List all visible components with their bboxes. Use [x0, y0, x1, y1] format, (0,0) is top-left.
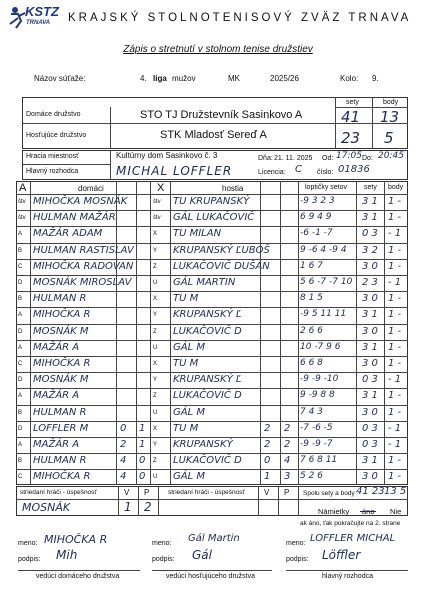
- match-home-player: MOSNÁK M: [33, 374, 89, 386]
- league-no: 4.: [140, 74, 147, 83]
- match-points: - 1: [388, 277, 402, 288]
- to-label: Do:: [362, 155, 373, 162]
- match-home-player: MAŽÁR A: [33, 390, 80, 402]
- match-guest-code: Y: [153, 377, 158, 384]
- match-sets: 3 0: [362, 260, 378, 272]
- guest-leader-name: Gál Martin: [188, 533, 240, 544]
- match-guest-p: 2: [284, 422, 291, 434]
- match-guest-code: Z: [153, 328, 157, 335]
- guest-team-name: STK Mladosť Sereď A: [160, 129, 267, 141]
- match-balls: 9 -6 4 -9 4: [300, 244, 347, 255]
- round-value: 9.: [372, 74, 379, 83]
- head-x: X: [157, 182, 165, 194]
- match-code: A: [18, 231, 23, 238]
- match-guest-code: Y: [153, 312, 158, 319]
- match-home-player: HULMAN R: [33, 406, 87, 418]
- match-home-player: MOSNÁK MIROSLAV: [33, 277, 132, 288]
- home-signature: Mih: [56, 548, 78, 562]
- match-guest-v: 0: [264, 455, 271, 467]
- match-guest-player: GÁL MARTIN: [173, 277, 236, 288]
- ref-name-label: meno:: [286, 540, 306, 547]
- match-guest-code: U: [153, 409, 158, 416]
- match-code: D: [18, 280, 23, 286]
- match-sets: 0 3: [362, 422, 378, 434]
- match-sets: 0 3: [362, 228, 378, 240]
- match-balls: 6 6 8: [300, 358, 323, 368]
- match-code: štv: [18, 215, 26, 222]
- match-guest-player: TU MILAN: [173, 228, 222, 240]
- match-code: A: [18, 344, 23, 351]
- match-code: A: [18, 442, 23, 448]
- match-home-player: MAŽÁR ADAM: [33, 228, 103, 240]
- match-guest-code: štv: [153, 199, 161, 205]
- home-sign-label: podpis:: [18, 556, 41, 563]
- ref-sign-label: podpis:: [286, 556, 309, 563]
- head-sets: sety: [364, 184, 377, 191]
- notes-yes-strike: [360, 511, 376, 512]
- match-balls: 1 6 7: [300, 260, 323, 271]
- match-balls: 8 1 5: [300, 293, 323, 304]
- match-home-player: MIHOČKA R: [33, 309, 91, 321]
- match-points: 1 -: [388, 471, 402, 483]
- total-sets: 41 23: [356, 486, 385, 497]
- match-home-player: HULMAN R: [33, 455, 87, 467]
- match-guest-code: U: [153, 344, 158, 351]
- match-guest-player: LUKAČOVIČ D: [173, 390, 242, 402]
- match-guest-player: LUKAČOVIČ D: [173, 325, 242, 337]
- match-sets: 3 1: [362, 390, 378, 402]
- ref-signature: Löffler: [322, 548, 361, 562]
- match-sets: 3 1: [362, 196, 378, 207]
- match-balls: -6 -1 -7: [300, 228, 333, 239]
- match-balls: 5 2 6: [300, 471, 323, 482]
- match-guest-player: TU KRUPANSKÝ: [173, 196, 250, 207]
- match-guest-code: X: [153, 361, 158, 367]
- match-balls: 10 -7 9 6: [300, 341, 341, 352]
- match-guest-code: Z: [153, 263, 157, 270]
- from-value: 17:05: [336, 151, 362, 161]
- guest-signature: Gál: [192, 548, 212, 562]
- home-sets: 41: [341, 108, 361, 126]
- match-home-p: 1: [139, 422, 146, 434]
- match-home-v: 4: [120, 455, 127, 467]
- match-guest-player: LUKAČOVIČ DUŠAN: [173, 260, 270, 272]
- match-guest-code: U: [153, 280, 158, 286]
- region: MK: [228, 74, 240, 83]
- match-sets: 3 1: [362, 309, 378, 321]
- match-points: 1 -: [388, 196, 402, 207]
- match-code: D: [18, 328, 23, 335]
- home-subs-p: P: [144, 488, 150, 497]
- match-guest-p: 4: [284, 455, 291, 467]
- notes-label: Námietky: [318, 507, 350, 516]
- match-points: - 1: [388, 439, 402, 450]
- match-points: - 1: [388, 228, 402, 240]
- match-home-player: MIHOČKA MOSNÁK: [33, 196, 128, 207]
- home-subs-label: striedaní hráči - úspešnosť: [20, 489, 97, 496]
- match-guest-player: GÁL M: [173, 341, 205, 353]
- match-guest-p: 3: [284, 471, 291, 483]
- total-points: 13 5: [384, 486, 407, 497]
- match-guest-player: GÁL M: [173, 471, 205, 483]
- match-home-p: 0: [139, 455, 146, 467]
- home-sub-v: 1: [124, 500, 132, 514]
- match-guest-code: Y: [153, 442, 158, 448]
- match-points: 1 -: [388, 341, 402, 353]
- match-points: 1 -: [388, 212, 402, 224]
- league-word: liga: [153, 74, 167, 83]
- head-a: A: [19, 182, 27, 194]
- match-guest-p: 2: [284, 439, 291, 450]
- home-leader-name: MIHOČKA R: [44, 533, 108, 546]
- match-guest-code: X: [153, 231, 158, 238]
- match-sets: 3 0: [362, 293, 378, 305]
- doc-title: Zápis o stretnutí v stolnom tenise družstiev: [123, 44, 313, 55]
- match-home-player: LOFFLER M: [33, 422, 89, 434]
- match-points: 1 -: [388, 293, 402, 305]
- referee-label: Hlavný rozhodca: [26, 168, 79, 175]
- match-sets: 3 0: [362, 406, 378, 418]
- match-home-player: MAŽÁR A: [33, 439, 80, 450]
- match-guest-code: Z: [153, 393, 157, 400]
- match-guest-player: KRUPANSKÝ Ľ: [173, 309, 242, 321]
- match-guest-code: Y: [153, 247, 158, 254]
- match-sets: 3 0: [362, 325, 378, 337]
- match-balls: -7 -6 -5: [300, 422, 333, 433]
- match-code: B: [18, 458, 23, 465]
- guest-subs-v: V: [264, 488, 270, 497]
- ref-role: hlavný rozhodca: [322, 573, 373, 580]
- match-home-player: MOSNÁK M: [33, 325, 89, 337]
- match-guest-player: LUKAČOVIČ D: [173, 455, 242, 467]
- match-sets: 3 2: [362, 244, 378, 256]
- match-home-player: MAŽÁR A: [33, 341, 80, 353]
- home-role: vedúci domáceho družstva: [36, 573, 120, 580]
- licence-label: Licencia:: [258, 169, 286, 176]
- home-points: 13: [380, 108, 400, 126]
- match-guest-player: GÁL LUKAČOVIČ: [173, 212, 255, 224]
- match-home-player: MIHOČKA R: [33, 358, 91, 369]
- licence-no: 01836: [338, 164, 370, 175]
- match-points: 1 -: [388, 390, 402, 402]
- match-sets: 3 0: [362, 471, 378, 483]
- match-guest-player: TU M: [173, 358, 199, 369]
- match-points: 1 -: [388, 260, 402, 272]
- head-guest: hostia: [222, 184, 244, 193]
- match-points: - 1: [388, 422, 402, 434]
- home-team-label: Domáce družstvo: [26, 111, 81, 118]
- match-balls: 2 6 6: [300, 325, 323, 336]
- match-guest-player: KRUPANSKÝ: [173, 439, 233, 450]
- notes-no: Nie: [390, 507, 402, 516]
- match-balls: 7 4 3: [300, 406, 323, 417]
- venue-value: Kultúrny dom Sasinkovo č. 3: [116, 151, 218, 160]
- match-sets: 2 3: [362, 277, 378, 288]
- home-team-name: STO TJ Družstevník Sasinkovo A: [140, 109, 303, 121]
- match-home-player: HULMAN RASTISLAV: [33, 244, 134, 256]
- match-guest-code: X: [153, 296, 158, 303]
- head-points: body: [388, 184, 404, 191]
- match-guest-code: U: [153, 474, 158, 481]
- match-sets: 0 3: [362, 439, 378, 450]
- guest-sign-label: podpis:: [152, 556, 175, 563]
- match-code: B: [18, 296, 23, 303]
- match-points: 1 -: [388, 244, 402, 256]
- match-guest-v: 2: [264, 439, 271, 450]
- match-points: 1 -: [388, 406, 402, 418]
- match-code: D: [18, 425, 23, 432]
- org-title: KRAJSKÝ STOLNOTENISOVÝ ZVÄZ TRNAVA: [68, 12, 412, 24]
- match-points: 1 -: [388, 309, 402, 321]
- match-code: C: [18, 361, 23, 367]
- match-guest-player: KRUPANSKÝ ĽUBOŠ: [173, 244, 270, 256]
- guest-subs-label: striedaní hráči - úspešnosť: [168, 489, 245, 496]
- match-code: C: [18, 474, 23, 481]
- category: mužov: [172, 74, 196, 83]
- match-guest-v: 2: [264, 422, 271, 434]
- match-home-p: 1: [139, 439, 146, 450]
- head-balls: loptičky setov: [305, 184, 348, 191]
- match-guest-player: TU M: [173, 293, 199, 305]
- match-guest-code: štv: [153, 215, 161, 222]
- match-balls: -9 -9 -7: [300, 439, 333, 449]
- match-guest-player: GÁL M: [173, 406, 205, 418]
- home-sub-p: 2: [144, 500, 152, 514]
- logo-subtext: TRNAVA: [26, 20, 51, 26]
- logo: [6, 4, 64, 32]
- notes-continue: ak áno, ťak pokračujte na 2. strane: [300, 520, 401, 527]
- season: 2025/26: [270, 74, 299, 83]
- match-balls: -9 3 2 3: [300, 196, 335, 206]
- totals-label: Spolu sety a body: [303, 490, 355, 497]
- points-col-label: body: [383, 99, 399, 106]
- match-sets: 3 1: [362, 455, 378, 467]
- match-code: B: [18, 247, 23, 254]
- match-code: C: [18, 263, 23, 270]
- match-guest-player: KRUPANSKÝ Ľ: [173, 374, 242, 386]
- to-value: 20:45: [378, 151, 404, 161]
- guest-team-label: Hosťujúce družstvo: [26, 132, 87, 139]
- match-sets: 3 1: [362, 341, 378, 353]
- match-code: A: [18, 393, 23, 400]
- match-guest-v: 1: [264, 471, 271, 483]
- match-home-player: MIHOČKA R: [33, 471, 91, 483]
- match-points: 1 -: [388, 358, 402, 369]
- match-home-player: HULMAN R: [33, 293, 87, 305]
- match-home-v: 4: [120, 471, 127, 483]
- guest-subs-p: P: [284, 488, 290, 497]
- match-sets: 3 0: [362, 358, 378, 369]
- guest-points: 5: [384, 129, 394, 147]
- home-subs-v: V: [124, 488, 130, 497]
- match-guest-code: Z: [153, 458, 157, 465]
- match-balls: 5 6 -7 -7 10: [300, 277, 353, 287]
- match-home-player: HULMAN MAŽÁR: [33, 212, 116, 224]
- home-name-label: meno:: [18, 540, 38, 547]
- licence-class: C: [295, 164, 302, 175]
- from-label: Od:: [322, 155, 334, 162]
- match-points: 1 -: [388, 455, 402, 467]
- guest-role: vedúci hosťujúceho družstva: [166, 573, 256, 580]
- logo-text: KSTZ: [25, 4, 59, 19]
- match-code: B: [18, 409, 23, 416]
- match-balls: -9 5 11 11: [300, 309, 347, 320]
- match-home-p: 0: [139, 471, 146, 483]
- match-balls: 6 9 4 9: [300, 212, 332, 223]
- referee-value: MICHAL LOFFLER: [116, 164, 233, 178]
- notes-yes: áno: [362, 507, 375, 516]
- match-points: - 1: [388, 374, 402, 386]
- date-value: 21. 11. 2025: [274, 155, 313, 162]
- match-home-player: MIHOČKA RADOVAN: [33, 260, 134, 272]
- match-code: A: [18, 312, 23, 319]
- match-code: štv: [18, 199, 26, 205]
- match-code: D: [18, 377, 23, 384]
- match-home-v: 2: [120, 439, 127, 450]
- sets-col-label: sety: [346, 99, 359, 106]
- match-sets: 3 1: [362, 212, 378, 224]
- match-balls: 7 6 8 11: [300, 455, 338, 466]
- home-sub-player: MOSNÁK: [22, 501, 71, 514]
- guest-name-label: meno:: [152, 540, 172, 547]
- date-label: Dňa:: [258, 155, 273, 162]
- guest-sets: 23: [341, 129, 361, 147]
- competition-label: Názov súťaže:: [34, 74, 86, 83]
- match-guest-player: TU M: [173, 422, 199, 434]
- match-guest-code: X: [153, 425, 158, 432]
- licence-no-label: číslo:: [317, 169, 334, 176]
- match-sets: 0 3: [362, 374, 378, 386]
- round-label: Kolo:: [340, 74, 359, 83]
- match-points: 1 -: [388, 325, 402, 337]
- ref-name: LOFFLER MICHAL: [310, 533, 396, 544]
- match-balls: 9 -9 8 8: [300, 390, 335, 401]
- head-home: domáci: [78, 184, 104, 193]
- venue-label: Hracia miestnosť: [26, 153, 79, 160]
- match-balls: -9 -9 -10: [300, 374, 339, 385]
- match-home-v: 0: [120, 422, 127, 434]
